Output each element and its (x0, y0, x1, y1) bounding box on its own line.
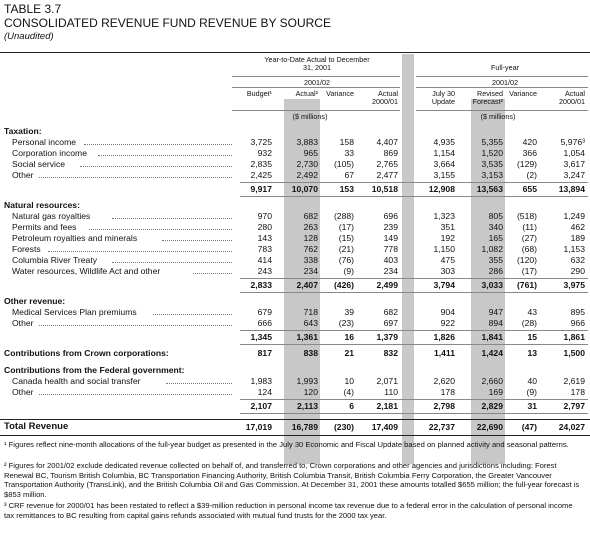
table-row-value: 189 (570, 233, 585, 243)
table-row-value: 169 (488, 387, 503, 397)
section-total-value: 15 (527, 332, 537, 342)
table-row-value: 2,660 (481, 376, 503, 386)
grand-total-value: 17,019 (245, 422, 272, 432)
table-row-value: 303 (440, 266, 455, 276)
table-row-value: 124 (257, 387, 272, 397)
section-total-value: 2,797 (563, 401, 585, 411)
column-header: Budget¹ (246, 89, 272, 98)
table-row-value: 3,883 (296, 137, 318, 147)
leader-dots (39, 177, 232, 178)
table-row-value: 3,153 (481, 170, 503, 180)
table-row-value: 1,150 (433, 244, 455, 254)
table-row-value: 1,082 (481, 244, 503, 254)
column-header: July 30 Update (431, 89, 455, 106)
column-header: Variance (509, 89, 537, 98)
subtotal-under-rule (240, 344, 588, 345)
table-row-value: 932 (257, 148, 272, 158)
table-row-value: 462 (570, 222, 585, 232)
table-row-value: 120 (303, 387, 318, 397)
section-total-value: 817 (257, 348, 272, 358)
table-row-value: 1,054 (563, 148, 585, 158)
subtotal-under-rule (240, 413, 588, 414)
table-row-value: 2,619 (563, 376, 585, 386)
section-total-value: 3,794 (433, 280, 455, 290)
section-total-value: 2,407 (296, 280, 318, 290)
table-row-value: 143 (257, 233, 272, 243)
row-label: Corporation income (12, 148, 87, 158)
grand-total-label: Total Revenue (4, 421, 69, 432)
table-row-value: 414 (257, 255, 272, 265)
table-row-value: (11) (522, 222, 537, 232)
table-row-value: 420 (522, 137, 537, 147)
grand-total-value: 22,737 (428, 422, 455, 432)
ytd-year-label: 2001/02 (304, 78, 330, 87)
section-total-value: 13 (527, 348, 537, 358)
grand-total-value: 22,690 (476, 422, 503, 432)
section-total-value: 1,345 (250, 332, 272, 342)
subtotal-rule (240, 399, 588, 400)
table-row-value: 869 (383, 148, 398, 158)
footnote: ¹ Figures reflect nine-month allocations of the full-year budget as presented in the July 30 Economic and Fiscal Update based on planned activity and seasonal patterns. (4, 440, 569, 449)
table-row-value: (9) (343, 266, 354, 276)
leader-dots (112, 218, 232, 219)
table-row-value: 5,355 (481, 137, 503, 147)
table-row-value: 165 (488, 233, 503, 243)
table-row-value: 178 (570, 387, 585, 397)
table-row-value: 40 (527, 376, 537, 386)
section-total-value: 16 (344, 332, 354, 342)
leader-dots (193, 273, 232, 274)
table-row-value: 128 (303, 233, 318, 243)
table-row-value: 3,725 (250, 137, 272, 147)
table-row-value: (105) (333, 159, 354, 169)
table-row-value: 904 (440, 307, 455, 317)
leader-dots (48, 251, 232, 252)
table-row-value: 178 (440, 387, 455, 397)
table-row-value: 286 (488, 266, 503, 276)
leader-dots (84, 144, 232, 145)
units-label-full: ($ millions) (480, 112, 516, 121)
table-row-value: 718 (303, 307, 318, 317)
table-row-value: 2,765 (376, 159, 398, 169)
table-row-value: 2,835 (250, 159, 272, 169)
table-row-value: 3,155 (433, 170, 455, 180)
row-label: Personal income (12, 137, 77, 147)
section-total-value: 21 (344, 348, 354, 358)
section-total-value: (426) (333, 280, 354, 290)
table-row-value: 3,535 (481, 159, 503, 169)
table-row-value: 234 (303, 266, 318, 276)
section-total-value: 2,798 (433, 401, 455, 411)
section-total-value: 31 (527, 401, 537, 411)
bottom-rule (0, 435, 590, 436)
section-total-value: 10,070 (291, 184, 318, 194)
table-row-value: 696 (383, 211, 398, 221)
section-heading: Natural resources: (4, 200, 80, 210)
section-total-value: 1,379 (376, 332, 398, 342)
row-label: Permits and fees (12, 222, 77, 232)
table-row-value: 10 (344, 376, 354, 386)
full-year-group-header: Full-year (491, 63, 519, 72)
table-row-value: 966 (570, 318, 585, 328)
section-total-value: 10,518 (371, 184, 398, 194)
table-row-value: (2) (526, 170, 537, 180)
table-row-value: 805 (488, 211, 503, 221)
full-group-rule (416, 76, 588, 77)
column-header: Variance (326, 89, 354, 98)
row-label: Water resources, Wildlife Act and other (12, 266, 161, 276)
leader-dots (98, 155, 232, 156)
table-row-value: 643 (303, 318, 318, 328)
section-total-value: 153 (339, 184, 354, 194)
table-row-value: 783 (257, 244, 272, 254)
table-row-value: 965 (303, 148, 318, 158)
section-total-value: 1,411 (433, 348, 455, 358)
table-row-value: 895 (570, 307, 585, 317)
section-total-value: 1,826 (433, 332, 455, 342)
section-total-value: 3,033 (481, 280, 503, 290)
section-total-value: 1,424 (481, 348, 503, 358)
full-year-label: 2001/02 (492, 78, 518, 87)
leader-dots (89, 229, 232, 230)
table-row-value: 3,664 (433, 159, 455, 169)
table-row-value: 239 (383, 222, 398, 232)
table-row-value: 1,153 (563, 244, 585, 254)
section-total-value: 12,908 (428, 184, 455, 194)
table-row-value: 351 (440, 222, 455, 232)
table-row-value: 5,976³ (560, 137, 585, 147)
ytd-group-header: Year-to-Date Actual to December 31, 2001 (264, 55, 370, 72)
section-total-value: 2,829 (481, 401, 503, 411)
grand-total-rule (0, 419, 590, 420)
units-rule-ytd (232, 110, 400, 111)
row-label: Medical Services Plan premiums (12, 307, 137, 317)
table-row-value: (17) (338, 222, 354, 232)
subtotal-under-rule (240, 196, 588, 197)
subtotal-rule (240, 182, 588, 183)
row-label: Other (12, 170, 34, 180)
table-row-value: 263 (303, 222, 318, 232)
table-row-value: 970 (257, 211, 272, 221)
table-subtitle: (Unaudited) (4, 31, 54, 42)
table-row-value: (27) (521, 233, 537, 243)
table-number: TABLE 3.7 (4, 2, 62, 16)
section-total-value: 1,361 (296, 332, 318, 342)
leader-dots (112, 262, 232, 263)
table-row-value: 243 (257, 266, 272, 276)
table-row-value: 3,247 (563, 170, 585, 180)
table-row-value: 43 (527, 307, 537, 317)
table-row-value: 922 (440, 318, 455, 328)
column-header: Revised Forecast² (472, 89, 503, 106)
row-label: Natural gas royalties (12, 211, 91, 221)
leader-dots (80, 166, 232, 167)
leader-dots (162, 240, 232, 241)
subtotal-rule (240, 330, 588, 331)
table-row-value: 2,492 (296, 170, 318, 180)
table-row-value: 3,617 (563, 159, 585, 169)
row-label: Social service (12, 159, 66, 169)
table-title: CONSOLIDATED REVENUE FUND REVENUE BY SOURCE (4, 16, 331, 30)
table-row-value: (28) (521, 318, 537, 328)
section-total-value: 2,499 (376, 280, 398, 290)
full-year-rule (416, 87, 588, 88)
grand-total-value: 24,027 (558, 422, 585, 432)
footnote: ³ CRF revenue for 2000/01 has been restated to reflect a $39-million reduction in personal income tax revenue due to a federal error in the calculation of personal income tax remittances to BC resulting from capital gains refunds associated with mutual fund trusts for the 2000 tax year. (4, 501, 573, 520)
table-row-value: (17) (521, 266, 537, 276)
section-total-value: 2,833 (250, 280, 272, 290)
section-total-value: 1,861 (563, 332, 585, 342)
section-total-value: 1,841 (481, 332, 503, 342)
column-header: Actual² (295, 89, 318, 98)
table-row-value: 192 (440, 233, 455, 243)
section-total-value: 3,975 (563, 280, 585, 290)
section-heading: Taxation: (4, 126, 42, 136)
table-row-value: (76) (338, 255, 354, 265)
table-row-value: 778 (383, 244, 398, 254)
table-row-value: (23) (338, 318, 354, 328)
table-row-value: (15) (338, 233, 354, 243)
section-total-value: 13,563 (476, 184, 503, 194)
table-row-value: 39 (344, 307, 354, 317)
table-row-value: 1,983 (250, 376, 272, 386)
table-row-value: 1,154 (433, 148, 455, 158)
row-label: Other (12, 318, 34, 328)
table-row-value: 632 (570, 255, 585, 265)
table-row-value: 355 (488, 255, 503, 265)
table-row-value: 697 (383, 318, 398, 328)
row-label: Columbia River Treaty (12, 255, 98, 265)
grand-total-value: 17,409 (371, 422, 398, 432)
table-row-value: 67 (344, 170, 354, 180)
table-row-value: 340 (488, 222, 503, 232)
section-heading: Contributions from Crown corporations: (4, 348, 169, 358)
table-row-value: 682 (303, 211, 318, 221)
column-header: Actual 2000/01 (372, 89, 398, 106)
table-row-value: (9) (526, 387, 537, 397)
section-total-value: 832 (383, 348, 398, 358)
grand-total-value: (47) (521, 422, 537, 432)
leader-dots (39, 394, 232, 395)
table-row-value: 290 (570, 266, 585, 276)
grand-total-value: 16,789 (291, 422, 318, 432)
table-row-value: 894 (488, 318, 503, 328)
table-row-value: 110 (384, 387, 398, 397)
table-row-value: 2,730 (296, 159, 318, 169)
table-row-value: 666 (257, 318, 272, 328)
footnote: ² Figures for 2001/02 exclude dedicated revenue collected on behalf of, and transferred to, Crown corporations and other agencies and jurisdictions including: Forest Renewal BC, Tourism British Columbia, BC Transportation Financing Authority, British Columbia Transit, British Columbia Ferry Corporation, the Greater Vancouver Transportation Authority (TransLink), and the British Columbia Oil and Gas Commission. At December 31, 2001 these amounts totalled $655 million; the full-year forecast is $853 million. (4, 461, 580, 499)
table-row-value: 1,520 (481, 148, 503, 158)
units-label-ytd: ($ millions) (292, 112, 328, 121)
table-row-value: 2,071 (376, 376, 398, 386)
table-row-value: 158 (339, 137, 354, 147)
ytd-year-rule (232, 87, 400, 88)
subtotal-under-rule (240, 292, 588, 293)
table-row-value: (21) (338, 244, 354, 254)
section-total-value: 9,917 (250, 184, 272, 194)
row-label: Canada health and social transfer (12, 376, 141, 386)
units-rule-full (416, 110, 588, 111)
table-row-value: 234 (383, 266, 398, 276)
section-total-value: 655 (522, 184, 537, 194)
section-total-value: 2,113 (296, 401, 318, 411)
ytd-group-rule (232, 76, 400, 77)
table-row-value: 682 (383, 307, 398, 317)
grand-total-value: (230) (333, 422, 354, 432)
row-label: Forests (12, 244, 41, 254)
subtotal-rule (240, 278, 588, 279)
section-total-value: 13,894 (558, 184, 585, 194)
table-row-value: 366 (522, 148, 537, 158)
section-total-value: 1,500 (563, 348, 585, 358)
table-row-value: 2,620 (433, 376, 455, 386)
table-row-value: (68) (521, 244, 537, 254)
table-row-value: 149 (383, 233, 398, 243)
section-total-value: 838 (303, 348, 318, 358)
table-row-value: (4) (343, 387, 354, 397)
table-row-value: 679 (257, 307, 272, 317)
table-row-value: 33 (344, 148, 354, 158)
section-total-value: 2,107 (250, 401, 272, 411)
row-label: Other (12, 387, 34, 397)
table-row-value: 338 (303, 255, 318, 265)
table-row-value: 280 (257, 222, 272, 232)
leader-dots (153, 314, 232, 315)
table-row-value: (288) (333, 211, 354, 221)
leader-dots (166, 383, 232, 384)
table-row-value: 1,323 (433, 211, 455, 221)
section-total-value: 6 (349, 401, 354, 411)
top-rule (0, 52, 590, 53)
row-label: Petroleum royalties and minerals (12, 233, 138, 243)
leader-dots (39, 325, 232, 326)
section-total-value: 2,181 (376, 401, 398, 411)
table-row-value: 947 (488, 307, 503, 317)
section-heading: Contributions from the Federal government: (4, 365, 185, 375)
column-header: Actual 2000/01 (559, 89, 585, 106)
section-total-value: (761) (516, 280, 537, 290)
table-row-value: (129) (516, 159, 537, 169)
table-row-value: 2,425 (250, 170, 272, 180)
table-row-value: 1,993 (296, 376, 318, 386)
table-row-value: (120) (516, 255, 537, 265)
table-row-value: 4,407 (376, 137, 398, 147)
table-row-value: 4,935 (433, 137, 455, 147)
table-row-value: 475 (440, 255, 455, 265)
table-row-value: 2,477 (376, 170, 398, 180)
section-heading: Other revenue: (4, 296, 66, 306)
table-row-value: 762 (303, 244, 318, 254)
table-row-value: (518) (516, 211, 537, 221)
table-row-value: 1,249 (563, 211, 585, 221)
table-row-value: 403 (383, 255, 398, 265)
